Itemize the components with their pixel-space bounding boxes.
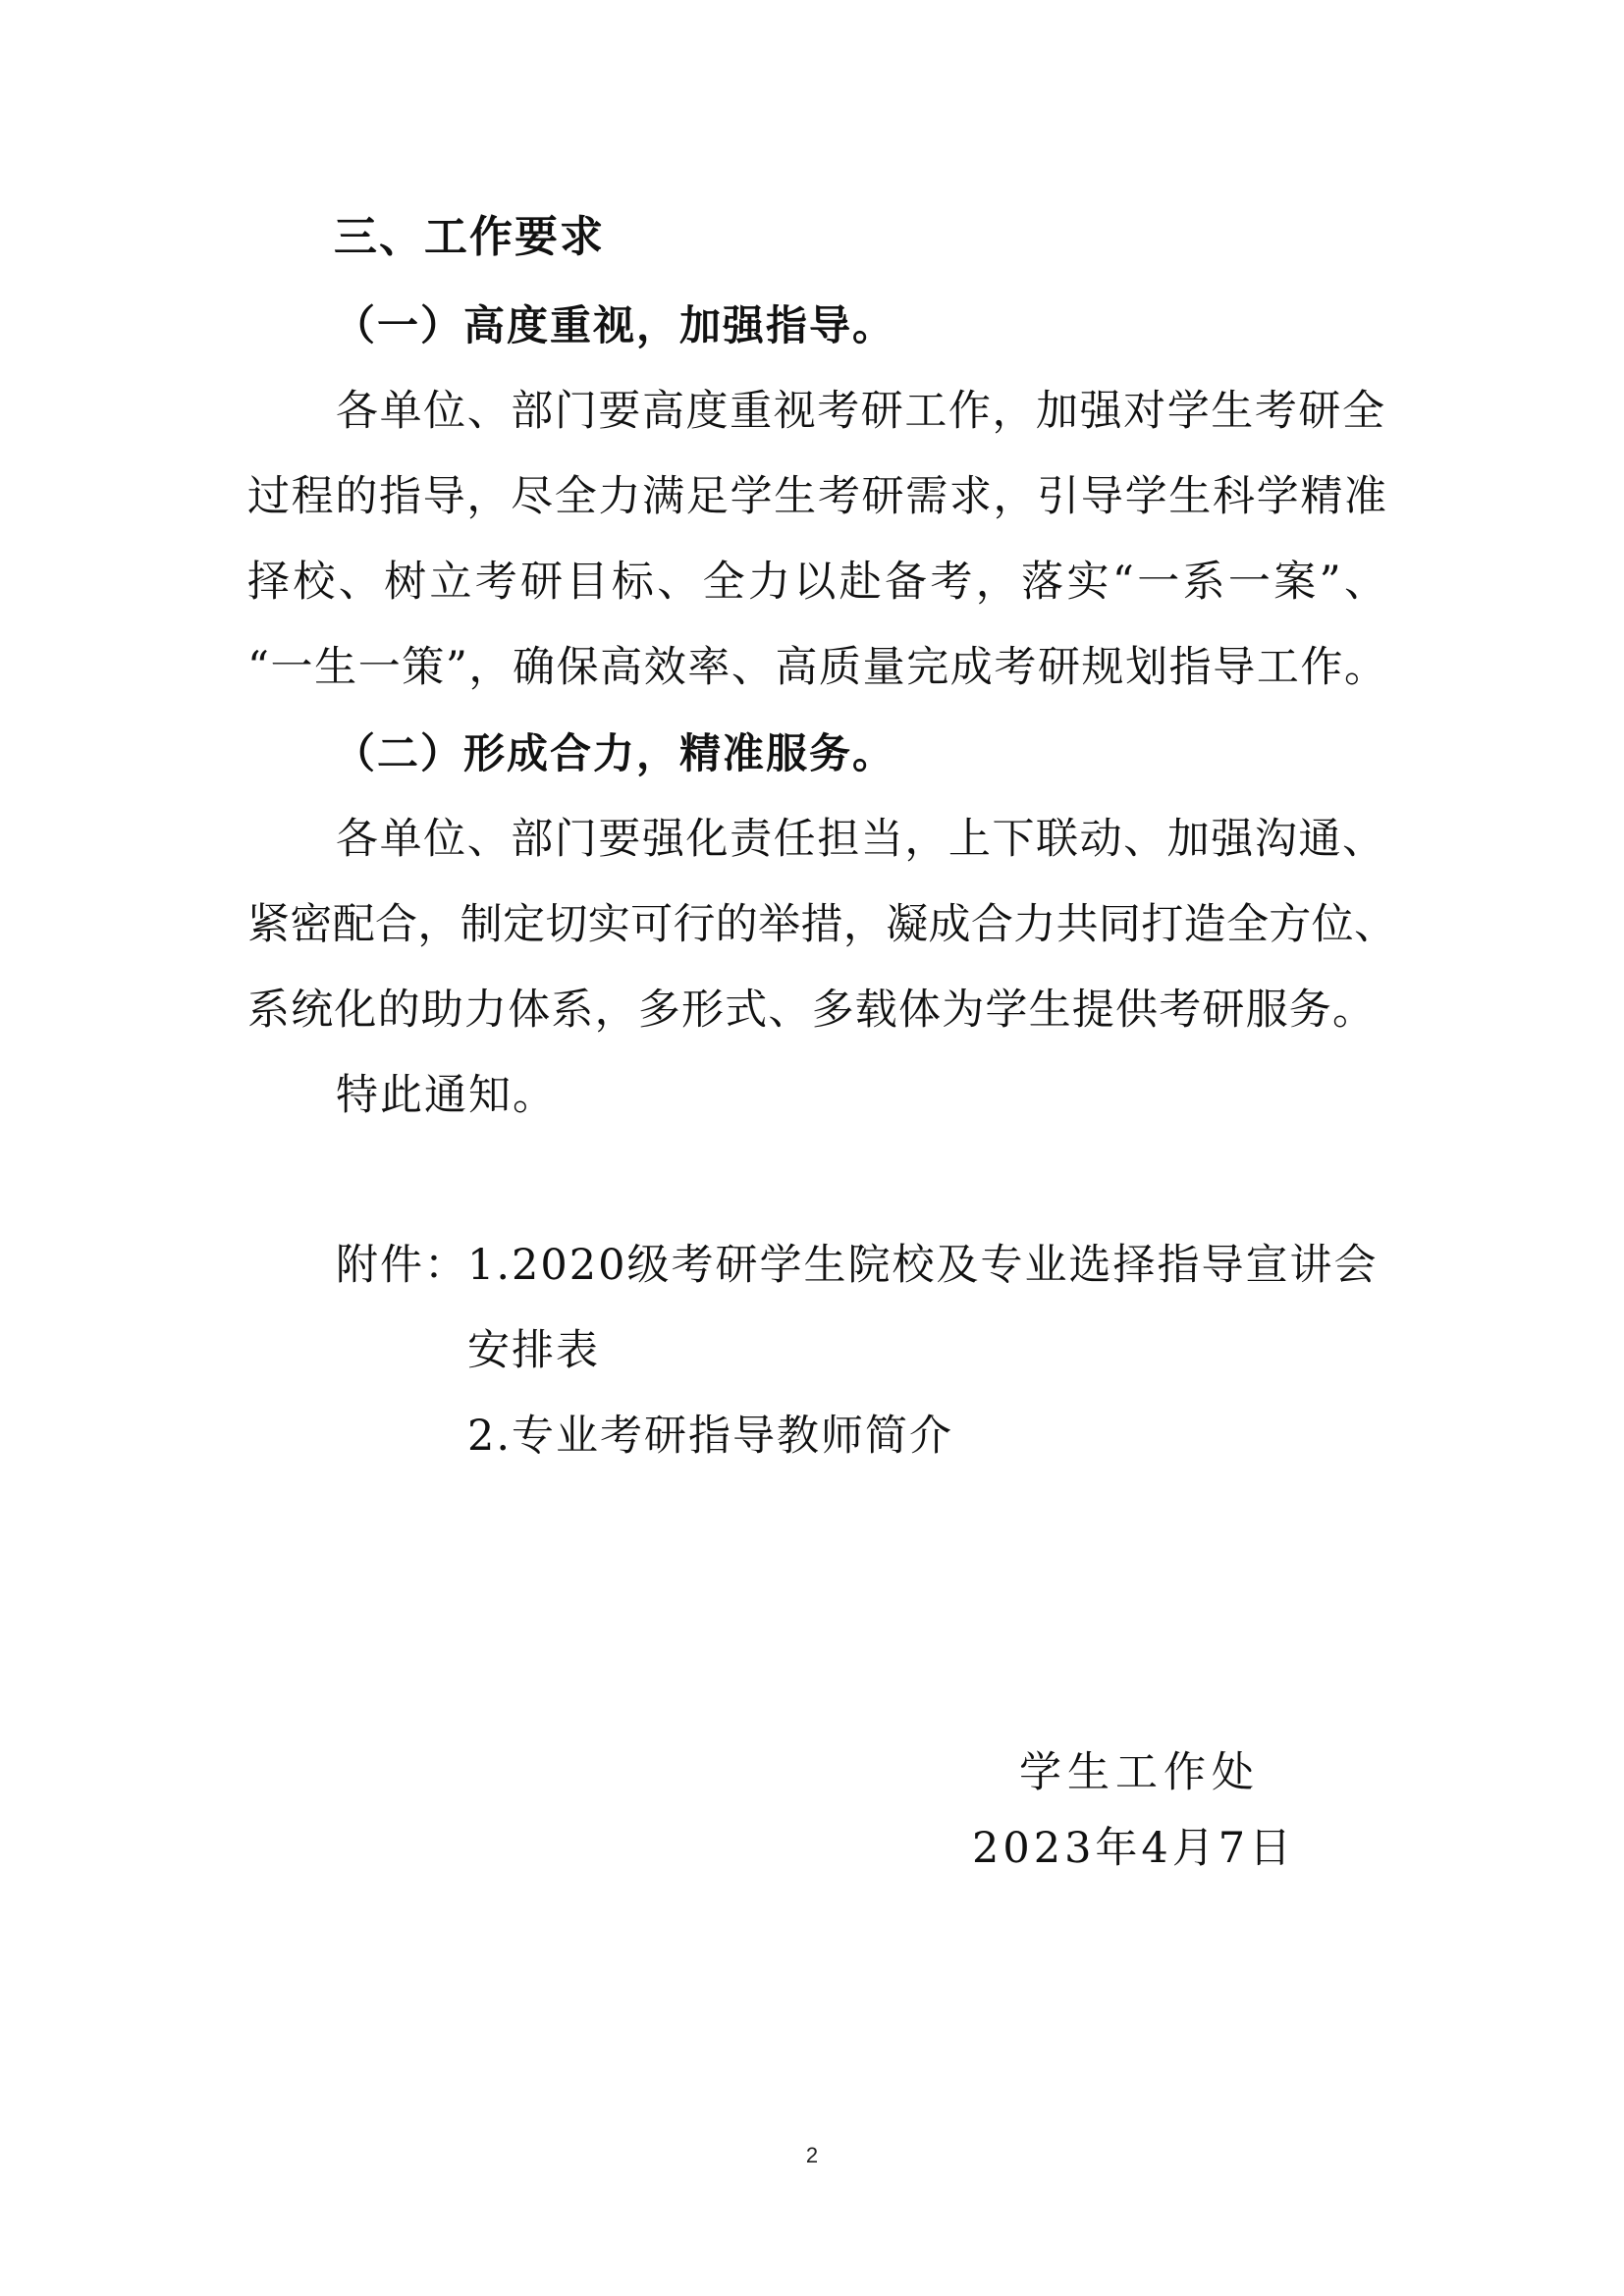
attachments-label: 附件： [336,1241,468,1290]
paragraph-2-line-2: 紧密配合，制定切实可行的举措，凝成合力共同打造全方位、 [247,900,1396,949]
paragraph-1-line-2: 过程的指导，尽全力满足学生考研需求，引导学生科学精准 [247,472,1386,521]
page-number: 2 [805,2143,819,2167]
paragraph-2-line-3: 系统化的助力体系，多形式、多载体为学生提供考研服务。 [247,986,1375,1035]
subsection-heading-2: （二）形成合力，精准服务。 [334,729,896,777]
paragraph-2-line-1: 各单位、部门要强化责任担当，上下联动、加强沟通、 [336,815,1384,864]
paragraph-1-line-4: “一生一策”，确保高效率、高质量完成考研规划指导工作。 [247,643,1386,692]
signature-org: 学生工作处 [1019,1748,1260,1797]
paragraph-1-line-3: 择校、树立考研目标、全力以赴备考，落实“一系一案”、 [247,558,1386,607]
attachment-2: 2.专业考研指导教师简介 [467,1412,954,1461]
section-heading: 三、工作要求 [334,212,605,262]
paragraph-1-line-1: 各单位、部门要高度重视考研工作，加强对学生考研全 [336,387,1384,436]
attachment-1-line-1: 1.2020级考研学生院校及专业选择指导宣讲会 [467,1241,1379,1290]
subsection-heading-1: （一）高度重视，加强指导。 [334,301,896,349]
signature-date: 2023年4月7日 [972,1824,1296,1873]
attachment-1-line-2: 安排表 [467,1326,600,1375]
closing-text: 特此通知。 [336,1071,557,1120]
